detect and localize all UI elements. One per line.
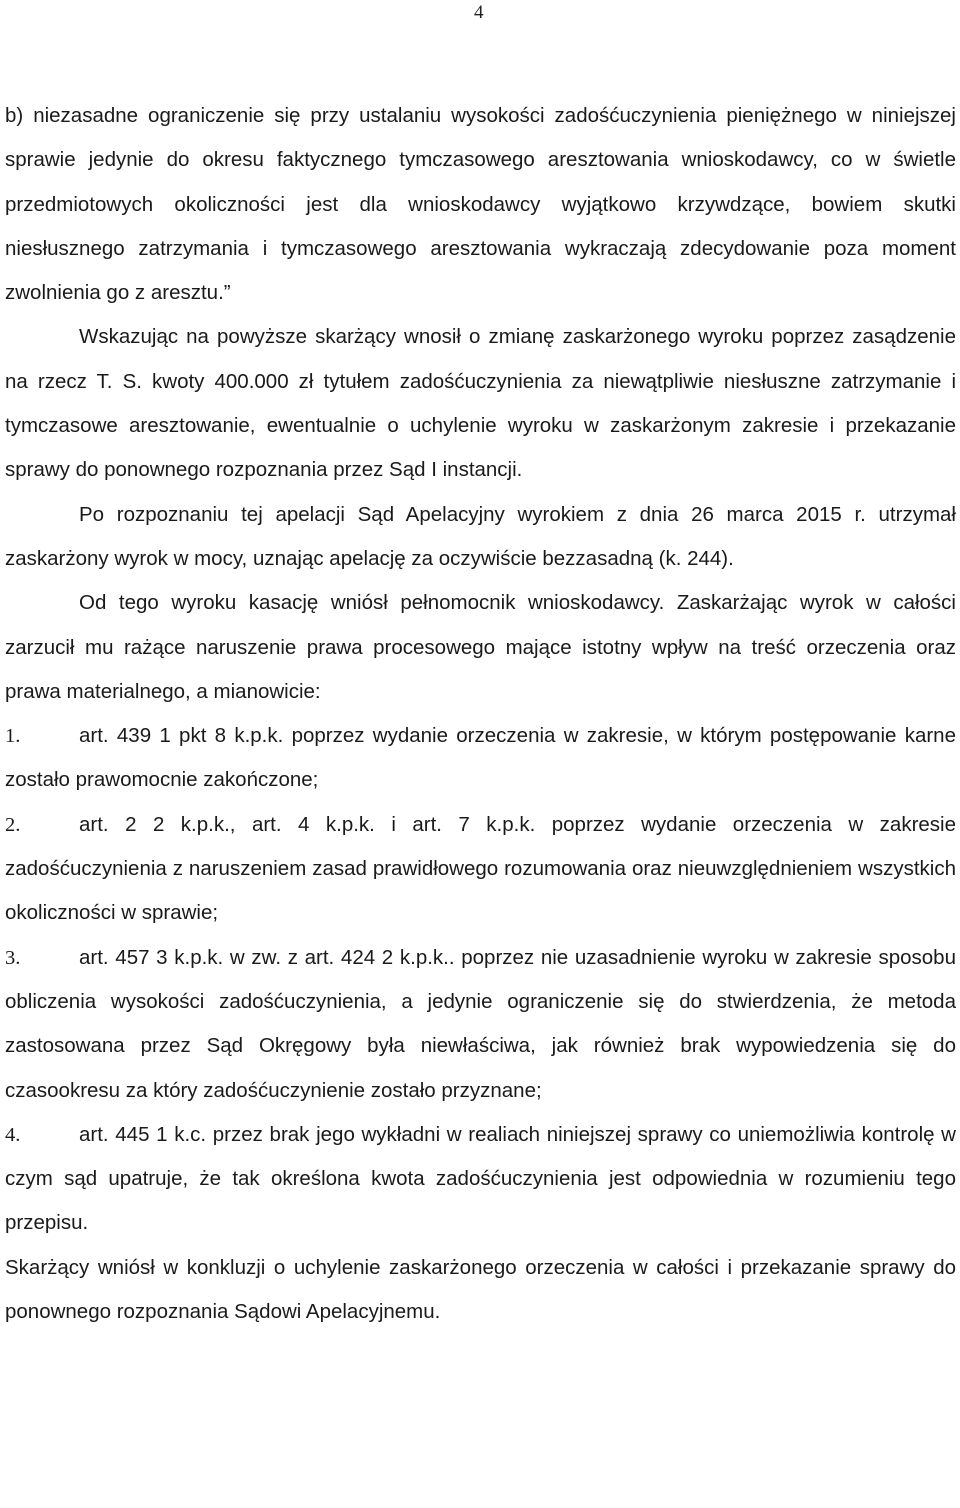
- list-item-number: 4.: [5, 1123, 21, 1146]
- list-item-number: 1.: [5, 725, 21, 748]
- document-body: [5, 94, 956, 1334]
- paragraph-appeal-court-ruling: Po rozpoznaniu tej apelacji Sąd Apelacyjny wyrokiem z dnia 26 marca 2015 r. utrzymał zaskarżony wyrok w mocy, uznając apelację za oczywiście bezzasadną (k. 244).: [5, 502, 956, 570]
- paragraph-appeal-request: Wskazując na powyższe skarżący wnosił o zmianę zaskarżonego wyroku poprzez zasądzenie na rzecz T. S. kwoty 400.000 zł tytułem zadośćuczynienia za niewątpliwie niesłuszne zatrzymanie i tymczasowe aresztowanie, ewentualnie o uchylenie wyroku w zaskarżonym zakresie i przekazanie sprawy do ponownego rozpoznania przez Sąd I instancji.: [5, 325, 956, 482]
- list-item: [5, 803, 956, 936]
- paragraph-cassation: Od tego wyroku kasację wniósł pełnomocnik wnioskodawcy. Zaskarżając wyrok w całości zarzucił mu rażące naruszenie prawa procesowego mające istotny wpływ na treść orzeczenia oraz prawa materialnego, a mianowicie:: [5, 591, 956, 703]
- list-item-text: art. 439 1 pkt 8 k.p.k. poprzez wydanie orzeczenia w zakresie, w którym postępowanie karne zostało prawomocnie zakończone;: [5, 724, 956, 792]
- list-item-text: art. 2 2 k.p.k., art. 4 k.p.k. i art. 7 k.p.k. poprzez wydanie orzeczenia w zakresie zadośćuczynienia z naruszeniem zasad prawidłowego rozumowania oraz nieuwzględnieniem wszystkich okoliczności w sprawie;: [5, 812, 956, 925]
- paragraph-conclusion: Skarżący wniósł w konkluzji o uchylenie zaskarżonego orzeczenia w całości i przekazanie sprawy do ponownego rozpoznania Sądowi Apelacyjnemu.: [5, 1255, 956, 1324]
- list-item: [5, 714, 956, 803]
- list-item: [5, 936, 956, 1113]
- list-item-number: 3.: [5, 946, 21, 969]
- list-item-text: art. 457 3 k.p.k. w zw. z art. 424 2 k.p.k.. poprzez nie uzasadnienie wyroku w zakresie sposobu obliczenia wysokości zadośćuczynienia, a jedynie ograniczenie się do stwierdzenia, że metoda zastosowana przez Sąd Okręgowy była niewłaściwa, jak również brak wypowiedzenia się do czasookresu za który zadośćuczynienie zostało przyznane;: [5, 945, 956, 1102]
- list-item-number: 2.: [5, 813, 21, 836]
- list-item-text: art. 445 1 k.c. przez brak jego wykładni w realiach niniejszej sprawy co uniemożliwia kontrolę w czym sąd upatruje, że tak określona kwota zadośćuczynienia jest odpowiednia w rozumieniu tego przepisu.: [5, 1122, 956, 1235]
- paragraph-objection-b: b) niezasadne ograniczenie się przy ustalaniu wysokości zadośćuczynienia pieniężnego w niniejszej sprawie jedynie do okresu faktycznego tymczasowego aresztowania wnioskodawcy, co w świetle przedmiotowych okoliczności jest dla wnioskodawcy wyjątkowo krzywdzące, bowiem skutki niesłusznego zatrzymania i tymczasowego aresztowania wykraczają zdecydowanie poza moment zwolnienia go z aresztu.”: [5, 104, 956, 305]
- page-number: 4: [474, 2, 484, 23]
- list-item: [5, 1113, 956, 1246]
- cassation-charges-list: [5, 714, 956, 1246]
